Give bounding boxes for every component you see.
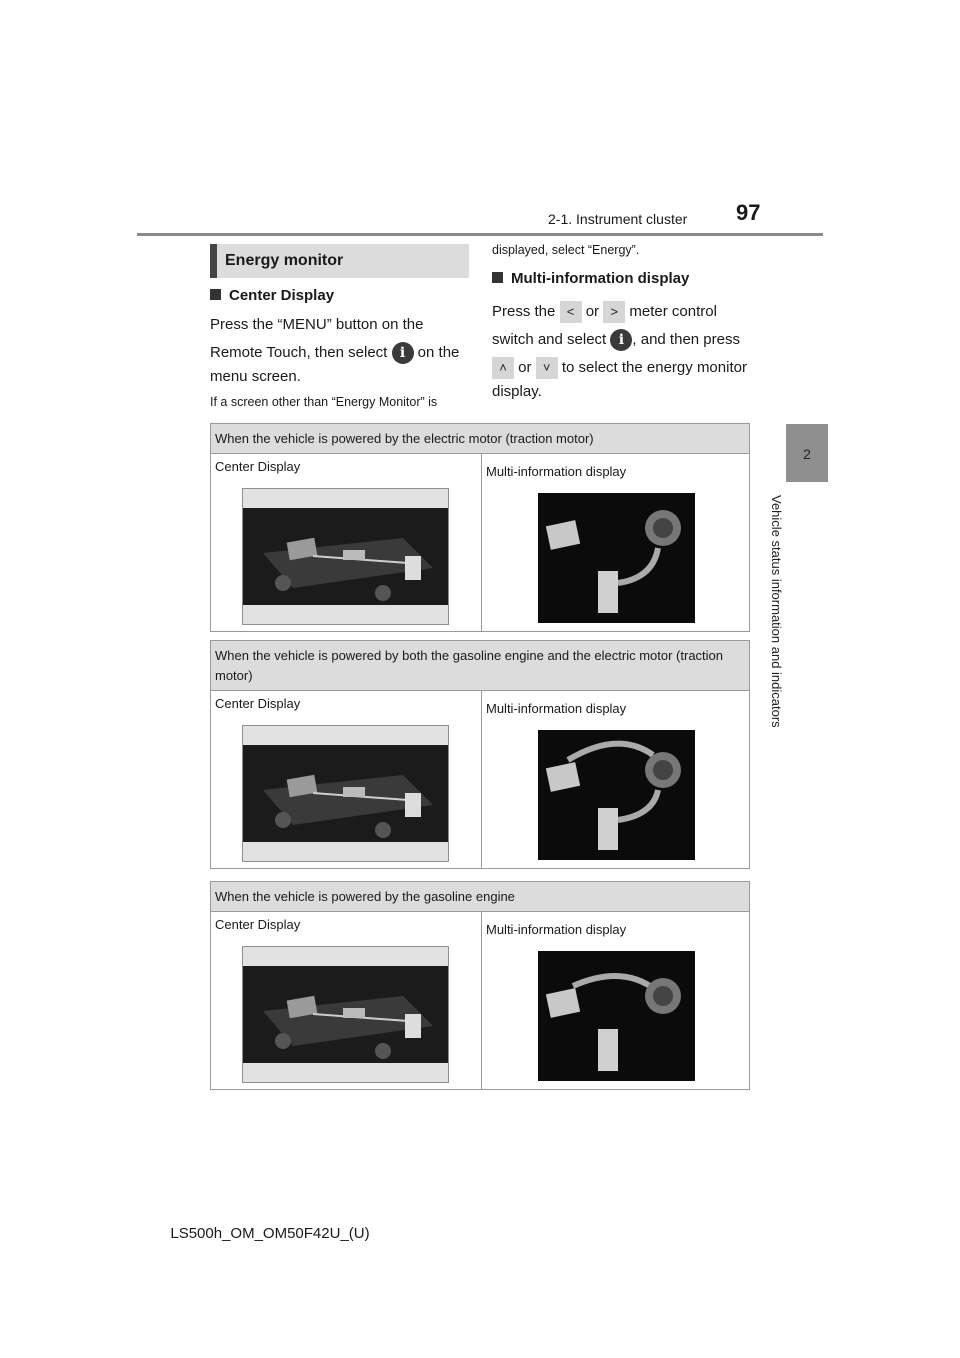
header-rule [137,233,823,236]
center-display-cell [211,454,482,632]
energy-flow-image [538,951,695,1081]
cell-label: Multi-information display [486,464,627,479]
cell-label: Center Display [215,459,301,474]
chevron-left-icon: < [560,301,582,323]
center-display-cell [211,912,482,1090]
center-display-instructions: Press the “MENU” button on the Remote Touch, then select i on the menu screen. [210,316,460,385]
table-header: When the vehicle is powered by the gasoline engine [211,882,750,912]
power-source-table-electric [210,423,750,632]
cell-label: Center Display [215,696,301,711]
multi-info-cell [482,691,750,869]
chevron-right-icon: > [603,301,625,323]
multi-info-instructions: Press the < or > meter control switch and select i , and then press ˄ or ˅ to select the energy monitor display. [492,303,747,400]
chevron-down-icon: ˅ [536,357,558,379]
power-source-table-hybrid [210,640,750,869]
multi-info-heading: Multi-information display [492,270,689,287]
info-icon: i [610,329,632,351]
section-title: Energy monitor [210,244,469,278]
vehicle-energy-flow-image [243,508,448,605]
energy-flow-image [538,493,695,623]
square-bullet-icon [492,272,503,283]
table-header: When the vehicle is powered by both the gasoline engine and the electric motor (traction motor) [211,641,750,691]
multi-info-cell [482,454,750,632]
info-icon: i [392,342,414,364]
energy-flow-image [538,730,695,860]
center-display-screenshot [242,725,449,862]
multi-info-screenshot [538,951,695,1081]
cell-label: Center Display [215,917,301,932]
cell-label: Multi-information display [486,922,627,937]
energy-monitor-note-part2: displayed, select “Energy”. [492,243,640,257]
table-header: When the vehicle is powered by the electric motor (traction motor) [211,424,750,454]
chapter-number: 2 [803,446,811,462]
vehicle-energy-flow-image [243,966,448,1063]
vehicle-energy-flow-image [243,745,448,842]
page-number: 97 [736,200,761,225]
multi-info-screenshot [538,730,695,860]
multi-info-cell [482,912,750,1090]
center-display-heading: Center Display [210,287,334,304]
document-code: LS500h_OM_OM50F42U_(U) [170,1225,370,1242]
center-display-screenshot [242,946,449,1083]
running-header-section: 2-1. Instrument cluster [548,211,688,227]
power-source-table-gasoline [210,881,750,1090]
square-bullet-icon [210,289,221,300]
center-display-screenshot [242,488,449,625]
chapter-title: Vehicle status information and indicators [769,495,784,728]
chevron-up-icon: ˄ [492,357,514,379]
cell-label: Multi-information display [486,701,627,716]
center-display-cell [211,691,482,869]
multi-info-screenshot [538,493,695,623]
energy-monitor-note-part1: If a screen other than “Energy Monitor” is [210,395,438,409]
